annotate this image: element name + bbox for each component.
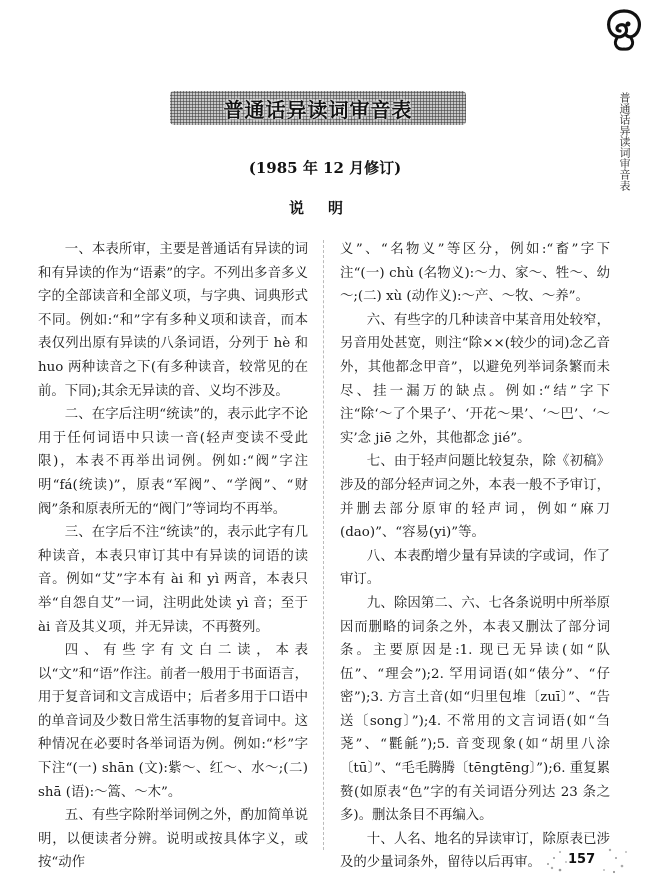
paragraph: 三、在字后不注“统读”的，表示此字有几种读音，本表只审订其中有异读的词语的读音。例如“艾”字本有 ài 和 yì 两音，本表只举“自怨自艾”一词，注明此处读 yì 音；至于 ài 音及其义项，并无异读，不再赘列。 bbox=[38, 525, 308, 635]
paragraph: 二、在字后注明“统读”的，表示此字不论用于任何词语中只读一音(轻声变读不受此限)，本表不再举出词例。例如:“阀”字注明“fá(统读)”，原表“军阀”、“学阀”、“财阀”条和原表所无的“阀门”等词均不再举。 bbox=[38, 407, 308, 517]
column-divider bbox=[323, 240, 324, 850]
paragraph: 五、有些字除附举词例之外，酌加简单说明，以便读者分辨。说明或按具体字义，或按“动作 bbox=[38, 808, 308, 871]
paragraph: 九、除因第二、六、七各条说明中所举原因而删略的词条之外，本表又删汰了部分词条。主要原因是:1. 现已无异读(如“队伍”、“理会”);2. 罕用词语(如“俵分”、“仔密”);3. 方言土音(如“归里包堆〔zuī〕”、“告送〔song〕”);4. 不常用的文言词语(如“刍荛”、“氍毹”);5. 音变现象(如“胡里八涂〔tū〕”、“毛毛腾腾〔tēngtēng〕”);6. 重复累赘(如原表“色”字的有关词语分列达 23 条之多)。删汰条目不再编入。 bbox=[340, 595, 610, 824]
left-column bbox=[38, 238, 308, 875]
revision-date: (1985 年 12 月修订) bbox=[248, 159, 402, 177]
section-heading: 说明 bbox=[288, 199, 367, 217]
paragraph: 八、本表酌增少量有异读的字或词，作了审订。 bbox=[340, 548, 610, 588]
title-banner bbox=[170, 91, 466, 125]
paragraph: 义”、“名物义”等区分，例如:“畜”字下注“(一) chù (名物义):～力、家～、牲～、幼～;(二) xù (动作义):～产、～牧、～养”。 bbox=[340, 242, 610, 305]
paragraph: 一、本表所审，主要是普通话有异读的词和有异读的作为“语素”的字。不列出多音多义字的全部读音和全部义项，与字典、词典形式不同。例如:“和”字有多种义项和读音，而本表仅列出原有异读的八条词语，分列于 hè 和 huo 两种读音之下(有多种读音，较常见的在前。下同);其余无异读的音、义均不涉及。 bbox=[38, 242, 308, 399]
ornament-emblem-icon bbox=[603, 8, 645, 52]
right-column bbox=[340, 238, 610, 875]
paragraph: 十、人名、地名的异读审订，除原表已涉及的少量词条外，留待以后再审。 bbox=[340, 831, 610, 871]
page-number: 157 bbox=[568, 852, 596, 867]
paragraph: 七、由于轻声问题比较复杂，除《初稿》涉及的部分轻声词之外，本表一般不予审订，并删去部分原审的轻声词，例如“麻刀(dao)”、“容易(yi)”等。 bbox=[340, 454, 610, 541]
page-title: 普通话异读词审音表 bbox=[223, 97, 413, 122]
paragraph: 四、有些字有文白二读，本表以“文”和“语”作注。前者一般用于书面语言，用于复音词和文言成语中；后者多用于口语中的单音词及少数日常生活事物的复音词中。这种情况在必要时各举词语为例。例如:“杉”字下注“(一) shān (文):紫～、红～、水～;(二) shā (语):～篙、～木”。 bbox=[38, 643, 308, 800]
running-title: 普通话异读词审音表 bbox=[618, 92, 631, 191]
paragraph: 六、有些字的几种读音中某音用处较窄，另音用处甚宽，则注“除××(较少的词)念乙音外，其他都念甲音”，以避免列举词条繁而未尽、挂一漏万的缺点。例如:“结”字下注“除‘～了个果子’、‘开花～果’、‘～巴’、‘～实’念 jiē 之外，其他都念 jié”。 bbox=[340, 312, 610, 446]
